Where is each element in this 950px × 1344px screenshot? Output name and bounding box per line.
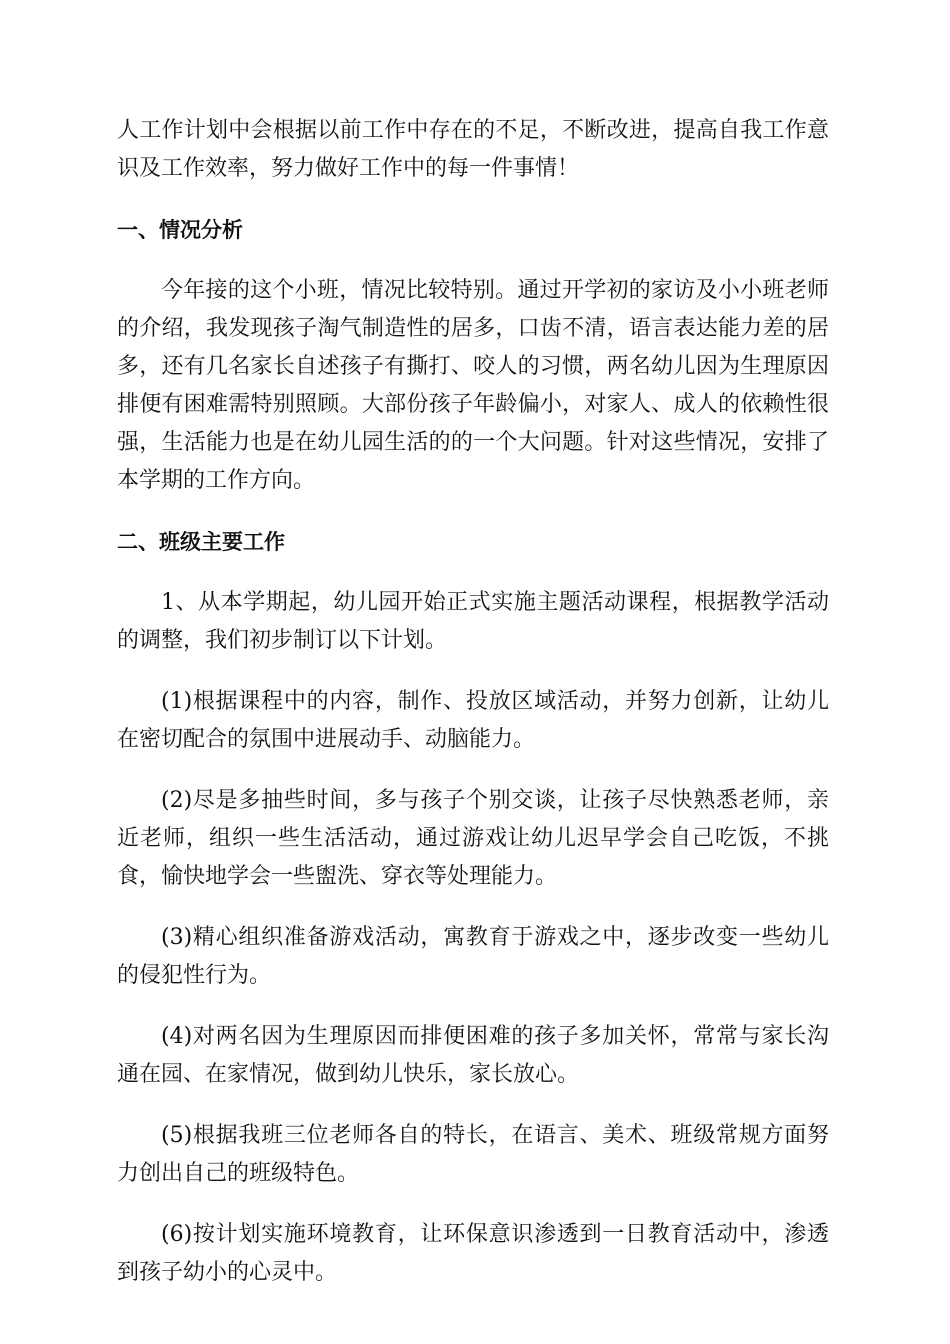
document-body <box>117 112 829 1315</box>
work-subitem-2: (2)尽是多抽些时间，多与孩子个别交谈，让孩子尽快熟悉老师，亲近老师，组织一些生活活动，通过游戏让幼儿迟早学会自己吃饭，不挑食，愉快地学会一些盥洗、穿衣等处理能力。 <box>117 788 829 889</box>
intro-paragraph: 人工作计划中会根据以前工作中存在的不足，不断改进，提高自我工作意识及工作效率，努力做好工作中的每一件事情！ <box>117 118 829 181</box>
work-subitem-4: (4)对两名因为生理原因而排便困难的孩子多加关怀，常常与家长沟通在园、在家情况，做到幼儿快乐，家长放心。 <box>117 1024 829 1087</box>
work-subitem-5: (5)根据我班三位老师各自的特长，在语言、美术、班级常规方面努力创出自己的班级特色。 <box>117 1123 829 1186</box>
work-subitem-1: (1)根据课程中的内容，制作、投放区域活动，并努力创新，让幼儿在密切配合的氛围中进展动手、动脑能力。 <box>117 689 829 752</box>
situation-analysis-paragraph: 今年接的这个小班，情况比较特别。通过开学初的家访及小小班老师的介绍，我发现孩子淘气制造性的居多，口齿不清，语言表达能力差的居多，还有几名家长自述孩子有撕打、咬人的习惯，两名幼儿因为生理原因排便有困难需特别照顾。大部份孩子年龄偏小，对家人、成人的依赖性很强，生活能力也是在幼儿园生活的的一个大问题。针对这些情况，安排了本学期的工作方向。 <box>117 278 829 493</box>
work-subitem-6: (6)按计划实施环境教育，让环保意识渗透到一日教育活动中，渗透到孩子幼小的心灵中。 <box>117 1222 829 1285</box>
section-heading-main-work: 二、班级主要工作 <box>117 530 285 554</box>
work-item-1: 1、从本学期起，幼儿园开始正式实施主题活动课程，根据教学活动的调整，我们初步制订以下计划。 <box>117 590 829 653</box>
section-heading-situation-analysis: 一、情况分析 <box>117 218 243 242</box>
work-subitem-3: (3)精心组织准备游戏活动，寓教育于游戏之中，逐步改变一些幼儿的侵犯性行为。 <box>117 925 829 988</box>
